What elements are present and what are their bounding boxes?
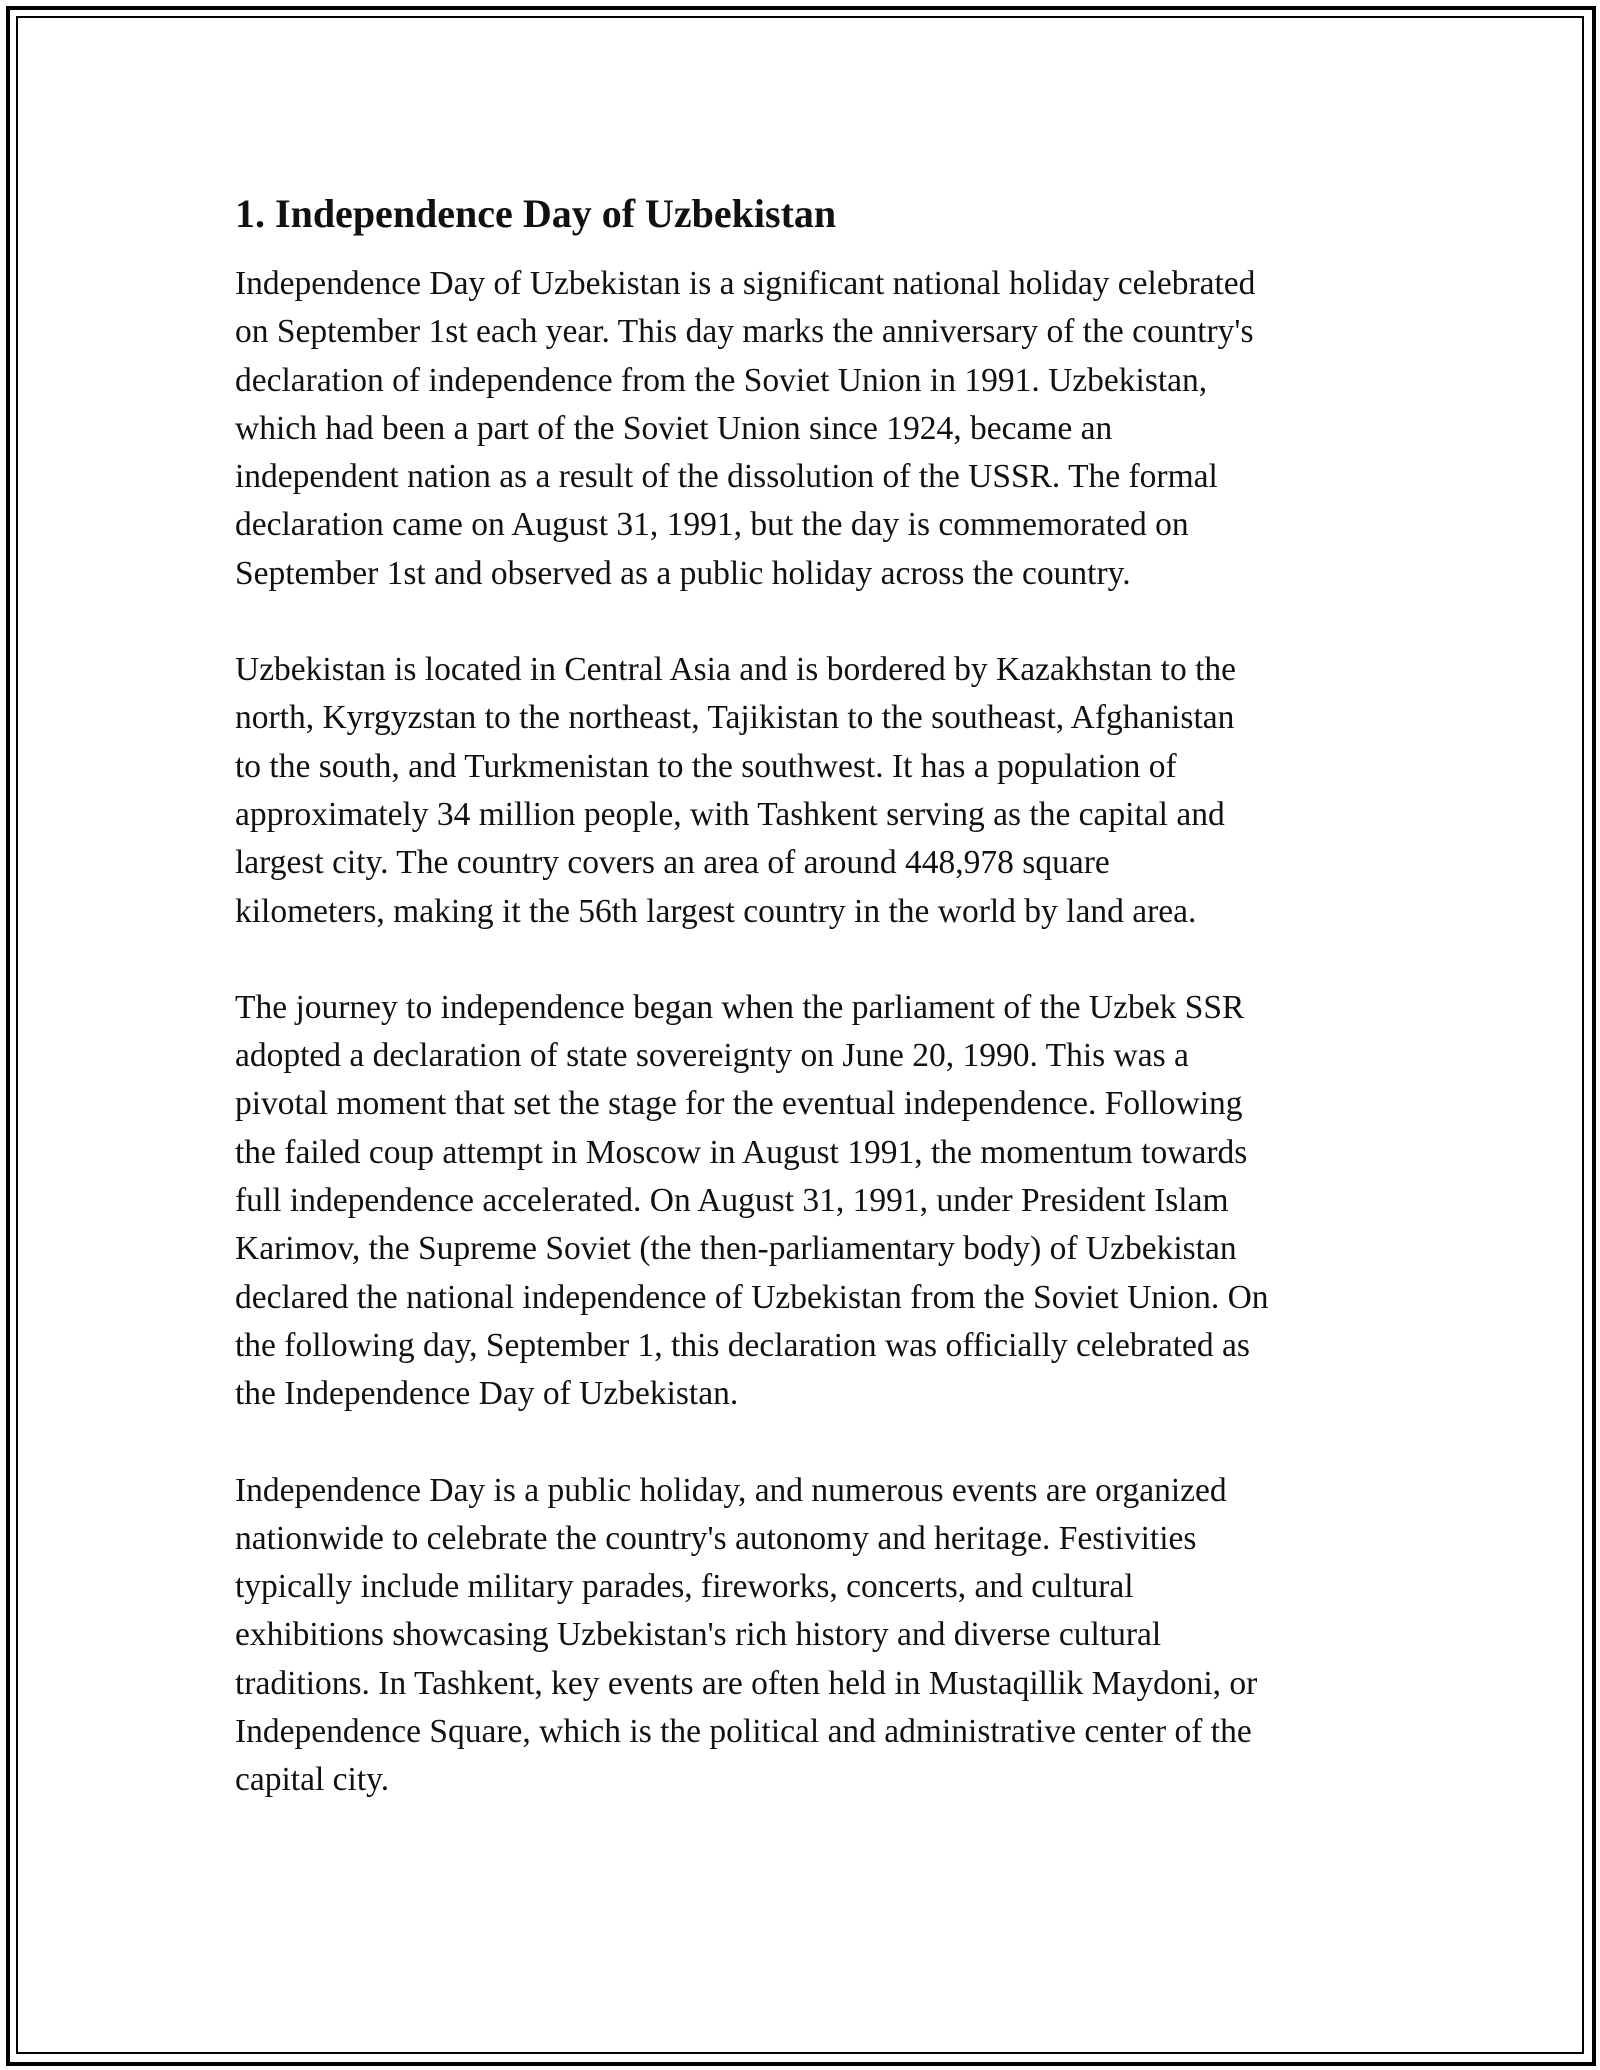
paragraph-line: kilometers, making it the 56th largest country in the world by land area. [235,892,1197,930]
paragraph-line: the failed coup attempt in Moscow in August 1991, the momentum towards [235,1133,1248,1171]
paragraph-line: Independence Day is a public holiday, and numerous events are organized [235,1471,1227,1509]
page-title: 1. Independence Day of Uzbekistan [235,191,837,236]
paragraph-line: adopted a declaration of state sovereignty on June 20, 1990. This was a [235,1037,1189,1075]
paragraph-celebrations [235,1467,1375,1805]
paragraph-line: approximately 34 million people, with Tashkent serving as the capital and [235,795,1225,833]
paragraph-line: declaration came on August 31, 1991, but the day is commemorated on [235,506,1189,544]
paragraph-line: declaration of independence from the Soviet Union in 1991. Uzbekistan, [235,361,1208,399]
paragraph-overview [235,260,1375,598]
paragraph-line: Independence Square, which is the political and administrative center of the [235,1713,1252,1751]
paragraph-geography [235,646,1375,936]
paragraph-line: typically include military parades, fireworks, concerts, and cultural [235,1568,1134,1606]
paragraph-line: full independence accelerated. On August 31, 1991, under President Islam [235,1182,1229,1220]
paragraph-line: on September 1st each year. This day marks the anniversary of the country's [235,313,1254,351]
paragraph-line: nationwide to celebrate the country's autonomy and heritage. Festivities [235,1519,1197,1557]
paragraph-line: which had been a part of the Soviet Union since 1924, became an [235,409,1113,447]
paragraph-line: capital city. [235,1761,390,1799]
paragraph-line: the following day, September 1, this declaration was officially celebrated as [235,1326,1250,1364]
paragraph-line: September 1st and observed as a public holiday across the country. [235,554,1131,592]
paragraph-history [235,984,1375,1419]
paragraph-line: declared the national independence of Uzbekistan from the Soviet Union. On [235,1278,1269,1316]
paragraph-line: independent nation as a result of the dissolution of the USSR. The formal [235,458,1218,496]
paragraph-line: north, Kyrgyzstan to the northeast, Tajikistan to the southeast, Afghanistan [235,699,1235,737]
paragraph-line: traditions. In Tashkent, key events are often held in Mustaqillik Maydoni, or [235,1664,1258,1702]
paragraph-line: to the south, and Turkmenistan to the southwest. It has a population of [235,747,1177,785]
paragraph-line: Independence Day of Uzbekistan is a significant national holiday celebrated [235,265,1256,302]
paragraph-line: the Independence Day of Uzbekistan. [235,1375,739,1413]
paragraph-line: pivotal moment that set the stage for the eventual independence. Following [235,1085,1243,1123]
document-body [235,188,1375,1853]
paragraph-line: Karimov, the Supreme Soviet (the then-parliamentary body) of Uzbekistan [235,1230,1237,1268]
paragraph-line: largest city. The country covers an area of around 448,978 square [235,844,1110,882]
paragraph-line: The journey to independence began when the parliament of the Uzbek SSR [235,988,1245,1026]
paragraph-line: Uzbekistan is located in Central Asia and is bordered by Kazakhstan to the [235,651,1236,689]
paragraph-line: exhibitions showcasing Uzbekistan's rich history and diverse cultural [235,1616,1162,1654]
